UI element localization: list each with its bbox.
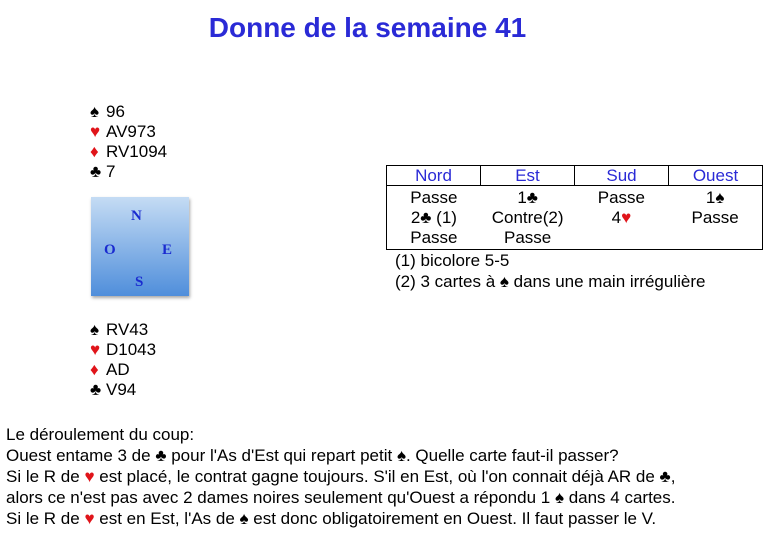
bid-nord [387, 208, 481, 228]
spade-icon: ♠ [239, 509, 249, 528]
south-spades [90, 320, 156, 340]
bid-ouest [668, 228, 762, 248]
page-title: Donne de la semaine 41 [208, 12, 527, 43]
south-hearts-cards: D1043 [106, 340, 157, 359]
auction-table [386, 165, 763, 250]
spade-icon: ♠ [90, 102, 100, 121]
explanation-line: Si le R de ♥ est en Est, l'As de ♠ est donc obligatoirement en Ouest. Il faut passer le V. [6, 509, 657, 528]
bid-level: 4 [611, 208, 622, 227]
compass-west: O [104, 242, 116, 258]
bid-level: 1 [517, 188, 527, 207]
bid-sud: Passe [597, 188, 645, 207]
bid-ouest: Passe [691, 208, 739, 227]
spade-icon: ♠ [90, 320, 100, 339]
club-icon: ♣ [155, 446, 167, 465]
spade-icon: ♠ [715, 188, 725, 207]
north-spades-cards: 96 [106, 102, 125, 121]
heart-icon: ♥ [84, 509, 95, 528]
explanation-line: Ouest entame 3 de ♣ pour l'As d'Est qui repart petit ♠. Quelle carte faut-il passer? [6, 446, 619, 465]
header-nord: Nord [415, 166, 452, 185]
compass-east: E [162, 242, 173, 258]
compass-table [91, 197, 189, 296]
explanation-heading: Le déroulement du coup: [6, 425, 195, 444]
south-diamonds-cards: AD [106, 360, 130, 379]
south-clubs [90, 380, 156, 400]
club-icon: ♣ [420, 208, 432, 227]
heart-icon: ♥ [90, 340, 101, 359]
bid-nord: Passe [410, 228, 458, 247]
north-hand [90, 102, 167, 182]
north-spades [90, 102, 167, 122]
south-diamonds [90, 360, 156, 380]
bid-ouest [668, 188, 762, 208]
header-ouest: Ouest [668, 166, 762, 185]
explanation [6, 424, 675, 529]
explanation-line: Si le R de ♥ est placé, le contrat gagne toujours. S'il en Est, où l'on connait déjà AR de ♣, [6, 467, 676, 486]
south-hand [90, 320, 156, 400]
north-diamonds [90, 142, 167, 162]
bid-nord: Passe [410, 188, 458, 207]
heart-icon: ♥ [90, 122, 101, 141]
diamond-icon: ♦ [90, 360, 99, 379]
heart-icon: ♥ [84, 467, 95, 486]
bid-sud [575, 208, 669, 228]
compass-south: S [135, 274, 144, 290]
spade-icon: ♠ [396, 446, 406, 465]
north-diamonds-cards: RV1094 [106, 142, 168, 161]
south-clubs-cards: V94 [106, 380, 137, 399]
north-clubs [90, 162, 167, 182]
header-sud: Sud [574, 166, 668, 185]
club-icon: ♣ [526, 188, 538, 207]
bid-est [481, 188, 575, 208]
auction-row [387, 228, 762, 248]
note-2: (2) 3 cartes à ♠ dans une main irrégulière [395, 272, 706, 291]
bid-sud [575, 228, 669, 248]
bid-note: (1) [431, 208, 457, 227]
club-icon: ♣ [90, 380, 102, 399]
north-clubs-cards: 7 [106, 162, 116, 181]
auction-notes [395, 250, 705, 292]
spade-icon: ♠ [554, 488, 564, 507]
note-1: (1) bicolore 5-5 [395, 251, 510, 270]
heart-icon: ♥ [621, 208, 632, 227]
auction-row [387, 208, 762, 228]
spade-icon: ♠ [499, 272, 509, 291]
north-hearts-cards: AV973 [106, 122, 156, 141]
bid-est: Passe [504, 228, 552, 247]
south-hearts [90, 340, 156, 360]
bid-est: Contre(2) [491, 208, 564, 227]
auction-row [387, 188, 762, 208]
explanation-line: alors ce n'est pas avec 2 dames noires seulement qu'Ouest a répondu 1 ♠ dans 4 cartes. [6, 488, 676, 507]
diamond-icon: ♦ [90, 142, 99, 161]
auction-header [387, 166, 762, 186]
north-hearts [90, 122, 167, 142]
club-icon: ♣ [659, 467, 671, 486]
header-est: Est [480, 166, 574, 185]
club-icon: ♣ [90, 162, 102, 181]
compass-north: N [131, 208, 142, 224]
bid-level: 2 [410, 208, 421, 227]
bid-level: 1 [705, 188, 716, 207]
south-spades-cards: RV43 [106, 320, 149, 339]
